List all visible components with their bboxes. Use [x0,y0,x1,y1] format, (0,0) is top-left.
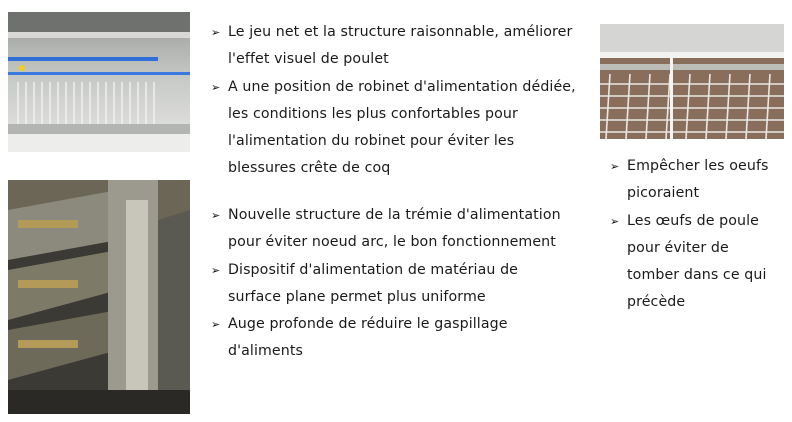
cage-feeder-photo [8,12,190,152]
arrow-bullet-icon: ➢ [211,263,221,277]
arrow-bullet-icon: ➢ [211,26,221,39]
arrow-bullet-icon: ➢ [211,80,221,94]
feature-list-1 [211,19,586,183]
arrow-bullet-icon: ➢ [610,160,620,173]
list-item-text: Dispositif d'alimentation de matériau de surface plane permet plus uniforme [228,261,519,305]
feature-list-3 [610,153,785,317]
list-item [211,74,586,183]
list-item-text: Les œufs de poule pour éviter de tomber dans ce qui précède [627,212,767,311]
hopper-structure-photo [8,180,190,414]
list-item-text: Nouvelle structure de la trémie d'alimentation pour éviter noeud arc, le bon fonctionnement [228,207,561,251]
arrow-bullet-icon: ➢ [211,318,221,332]
list-item-text: Empêcher les oeufs picoraient [627,158,769,202]
feature-list-2 [211,202,571,366]
list-item [211,19,586,74]
list-item-text: Auge profonde de réduire le gaspillage d'aliments [228,316,508,360]
wire-floor-photo [600,24,784,139]
list-item [211,311,571,366]
arrow-bullet-icon: ➢ [211,209,221,222]
list-item [610,153,785,208]
list-item [610,208,785,317]
list-item [211,202,571,257]
list-item-text: Le jeu net et la structure raisonnable, améliorer l'effet visuel de poulet [228,24,573,68]
list-item [211,257,571,312]
list-item-text: A une position de robinet d'alimentation dédiée, les conditions les plus confortables pour l'alimentation du robinet pour éviter les blessures crête de coq [228,78,576,177]
arrow-bullet-icon: ➢ [610,214,620,228]
